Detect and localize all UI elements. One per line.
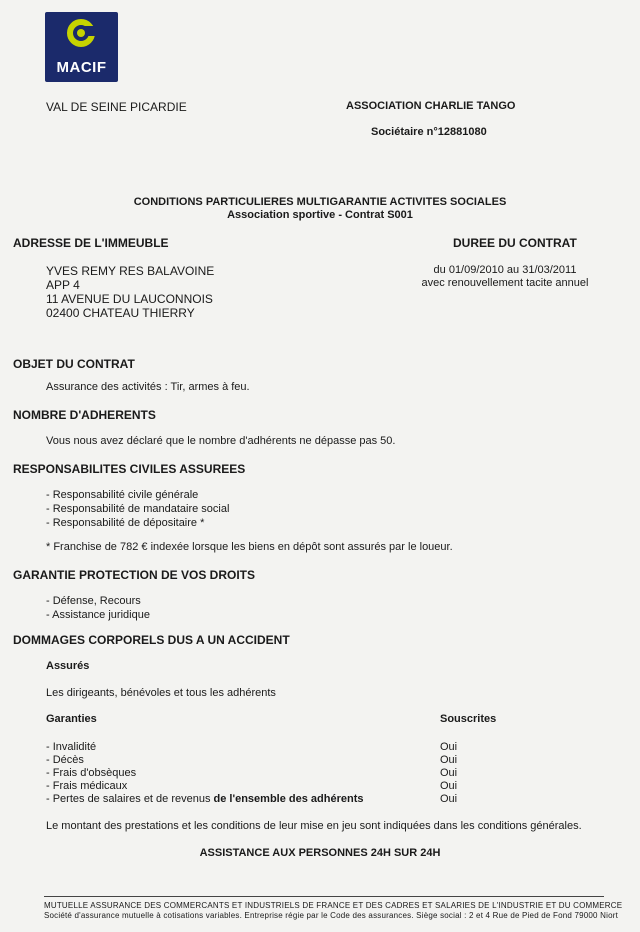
address-line: APP 4 [46, 278, 80, 292]
address-heading: ADRESSE DE L'IMMEUBLE [13, 236, 169, 250]
list-item: - Assistance juridique [46, 609, 150, 621]
guarantee-label: - Pertes de salaires et de revenus [46, 793, 214, 805]
liability-list [46, 488, 229, 530]
footer-line-1: MUTUELLE ASSURANCE DES COMMERCANTS ET INDUSTRIELS DE FRANCE ET DES CADRES ET SALARIES DE L'INDUSTRIE ET DU COMMERCE [44, 901, 623, 910]
logo-text: MACIF [56, 59, 107, 76]
injury-heading: DOMMAGES CORPORELS DUS A UN ACCIDENT [13, 633, 290, 647]
subscribed-label: Souscrites [440, 713, 497, 725]
liability-heading: RESPONSABILITES CIVILES ASSUREES [13, 462, 246, 476]
document-subtitle: Association sportive - Contrat S001 [227, 209, 413, 221]
table-row [46, 766, 566, 779]
members-heading: NOMBRE D'ADHERENTS [13, 408, 156, 422]
address-line: 02400 CHATEAU THIERRY [46, 306, 195, 320]
list-item: - Responsabilité de dépositaire * [46, 517, 205, 529]
guarantee-label-bold: de l'ensemble des adhérents [213, 793, 364, 805]
insured-label: Assurés [46, 660, 90, 672]
document-title: CONDITIONS PARTICULIERES MULTIGARANTIE ACTIVITES SOCIALES [133, 196, 507, 208]
table-row [46, 779, 566, 792]
guarantee-label: - Frais d'obsèques [46, 767, 137, 779]
rights-heading: GARANTIE PROTECTION DE VOS DROITS [13, 568, 256, 582]
table-row [46, 792, 566, 805]
guarantee-label: - Décès [46, 754, 84, 766]
liability-note: * Franchise de 782 € indexée lorsque les biens en dépôt sont assurés par le loueur. [46, 541, 453, 553]
guarantees-table [46, 740, 566, 805]
table-row [46, 740, 566, 753]
macif-logo-icon [66, 18, 96, 48]
address-line: YVES REMY RES BALAVOINE [46, 264, 215, 278]
guarantee-value: Oui [440, 741, 458, 753]
address-line: 11 AVENUE DU LAUCONNOIS [46, 292, 213, 306]
guarantee-value: Oui [440, 767, 458, 779]
benefits-note: Le montant des prestations et les conditions de leur mise en jeu sont indiquées dans les conditions générales. [46, 820, 582, 832]
guarantees-label: Garanties [46, 713, 97, 725]
list-item: - Responsabilité civile générale [46, 489, 199, 501]
guarantee-value: Oui [440, 754, 458, 766]
list-item: - Défense, Recours [46, 595, 141, 607]
contract-period: du 01/09/2010 au 31/03/2011 [433, 264, 577, 276]
region-name: VAL DE SEINE PICARDIE [46, 100, 187, 114]
rights-list [46, 594, 150, 622]
member-number: Sociétaire n°12881080 [371, 126, 487, 138]
guarantee-value: Oui [440, 793, 458, 805]
list-item: - Responsabilité de mandataire social [46, 503, 230, 515]
address-block [46, 264, 214, 320]
association-name: ASSOCIATION CHARLIE TANGO [346, 100, 516, 112]
object-heading: OBJET DU CONTRAT [13, 357, 135, 371]
guarantee-label: - Invalidité [46, 741, 97, 753]
object-text: Assurance des activités : Tir, armes à feu. [46, 381, 250, 393]
table-row [46, 753, 566, 766]
insured-text: Les dirigeants, bénévoles et tous les adhérents [46, 687, 276, 699]
contract-renewal: avec renouvellement tacite annuel [421, 277, 589, 289]
guarantee-value: Oui [440, 780, 458, 792]
duration-heading: DUREE DU CONTRAT [453, 236, 577, 250]
members-text: Vous nous avez déclaré que le nombre d'adhérents ne dépasse pas 50. [46, 435, 396, 447]
assistance-line: ASSISTANCE AUX PERSONNES 24H SUR 24H [199, 847, 441, 859]
guarantee-label: - Frais médicaux [46, 780, 128, 792]
macif-logo [45, 12, 118, 82]
footer-divider [44, 896, 604, 897]
footer-line-2: Société d'assurance mutuelle à cotisations variables. Entreprise régie par le Code des assurances. Siège social : 2 et 4 Rue de Pied de Fond 79000 Niort [44, 911, 619, 920]
